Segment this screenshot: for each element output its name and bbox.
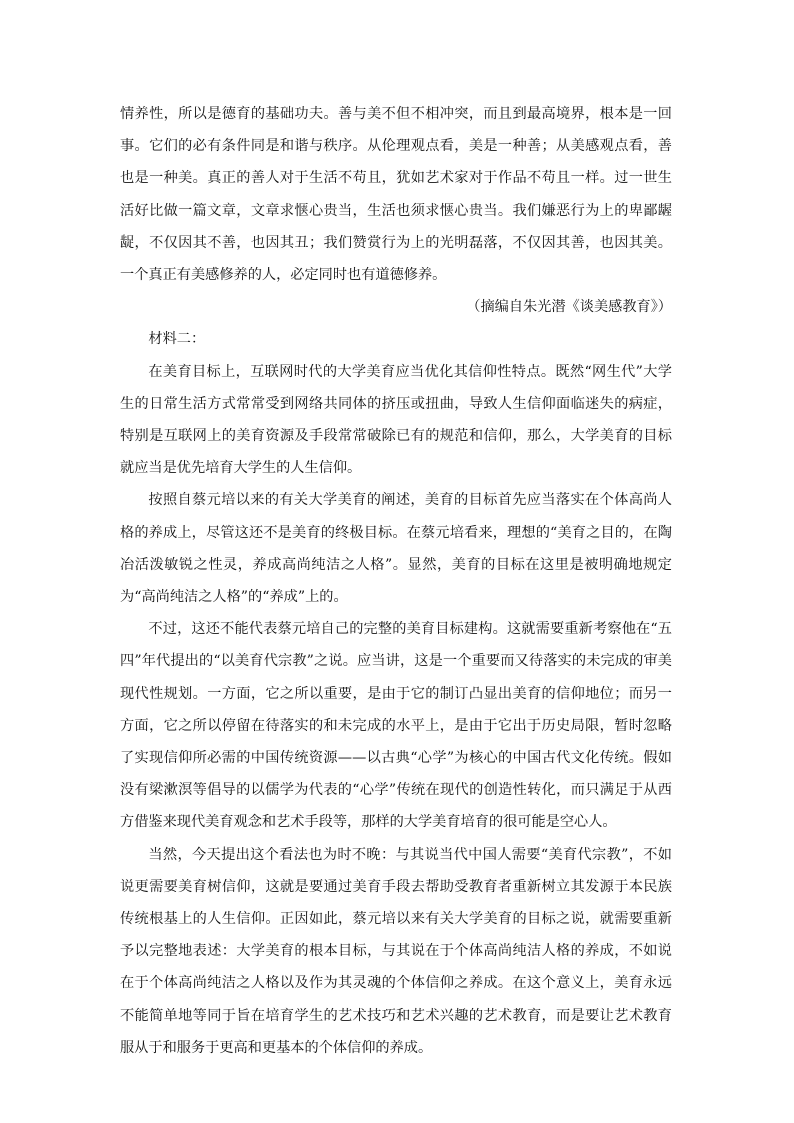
paragraph-3: 不过，这还不能代表蔡元培自己的完整的美育目标建构。这就需要重新考察他在“五四”年代提出的“以美育代宗教”之说。应当讲，这是一个重要而又待落实的未完成的审美现代性规划。一方面，它之所以重要，是由于它的制订凸显出美育的信仰地位；而另一方面，它之所以停留在待落实的和未完成的水平上，是由于它出于历史局限，暂时忽略了实现信仰所必需的中国传统资源——以古典“心学”为核心的中国古代文化传统。假如没有梁漱溟等倡导的以儒学为代表的“心学”传统在现代的创造性转化，而只满足于从西方借鉴来现代美育观念和艺术手段等，那样的大学美育培育的很可能是空心人。 — [120, 621, 672, 831]
document-page — [120, 98, 672, 1064]
paragraph-1: 在美育目标上，互联网时代的大学美育应当优化其信仰性特点。既然“网生代”大学生的日常生活方式常常受到网络共同体的挤压或扭曲，导致人生信仰面临迷失的病症，特别是互联网上的美育资源及手段常常破除已有的规范和信仰，那么，大学美育的目标就应当是优先培育大学生的人生信仰。 — [120, 363, 672, 477]
paragraph-4: 当然，今天提出这个看法也为时不晚：与其说当代中国人需要“美育代宗教”，不如说更需要美育树信仰，这就是要通过美育手段去帮助受教育者重新树立其发源于本民族传统根基上的人生信仰。正因如此，蔡元培以来有关大学美育的目标之说，就需要重新予以完整地表述：大学美育的根本目标，与其说在于个体高尚纯洁人格的养成，不如说在于个体高尚纯洁之人格以及作为其灵魂的个体信仰之养成。在这个意义上，美育永远不能简单地等同于旨在培育学生的艺术技巧和艺术兴趣的艺术教育，而是要让艺术教育服从于和服务于更高和更基本的个体信仰的养成。 — [120, 846, 672, 1056]
material-two-heading: 材料二： — [148, 331, 206, 348]
passage1-tail: 情养性，所以是德育的基础功夫。善与美不但不相冲突，而且到最高境界，根本是一回事。它们的必有条件同是和谐与秩序。从伦理观点看，美是一种善；从美感观点看，善也是一种美。真正的善人对于生活不苟且，犹如艺术家对于作品不苟且一样。过一世生活好比做一篇文章，文章求惬心贵当，生活也须求惬心贵当。我们嫌恶行为上的卑鄙龌龊，不仅因其不善，也因其丑；我们赞赏行为上的光明磊落，不仅因其善，也因其美。一个真正有美感修养的人，必定同时也有道德修养。 — [120, 106, 672, 284]
source-citation: （摘编自朱光潜《谈美感教育》） — [466, 299, 672, 316]
paragraph-2: 按照自蔡元培以来的有关大学美育的阐述，美育的目标首先应当落实在个体高尚人格的养成上，尽管这还不是美育的终极目标。在蔡元培看来，理想的“美育之目的，在陶冶活泼敏锐之性灵，养成高尚纯洁之人格”。显然，美育的目标在这里是被明确地规定为“高尚纯洁之人格”的“养成”上的。 — [120, 492, 672, 606]
